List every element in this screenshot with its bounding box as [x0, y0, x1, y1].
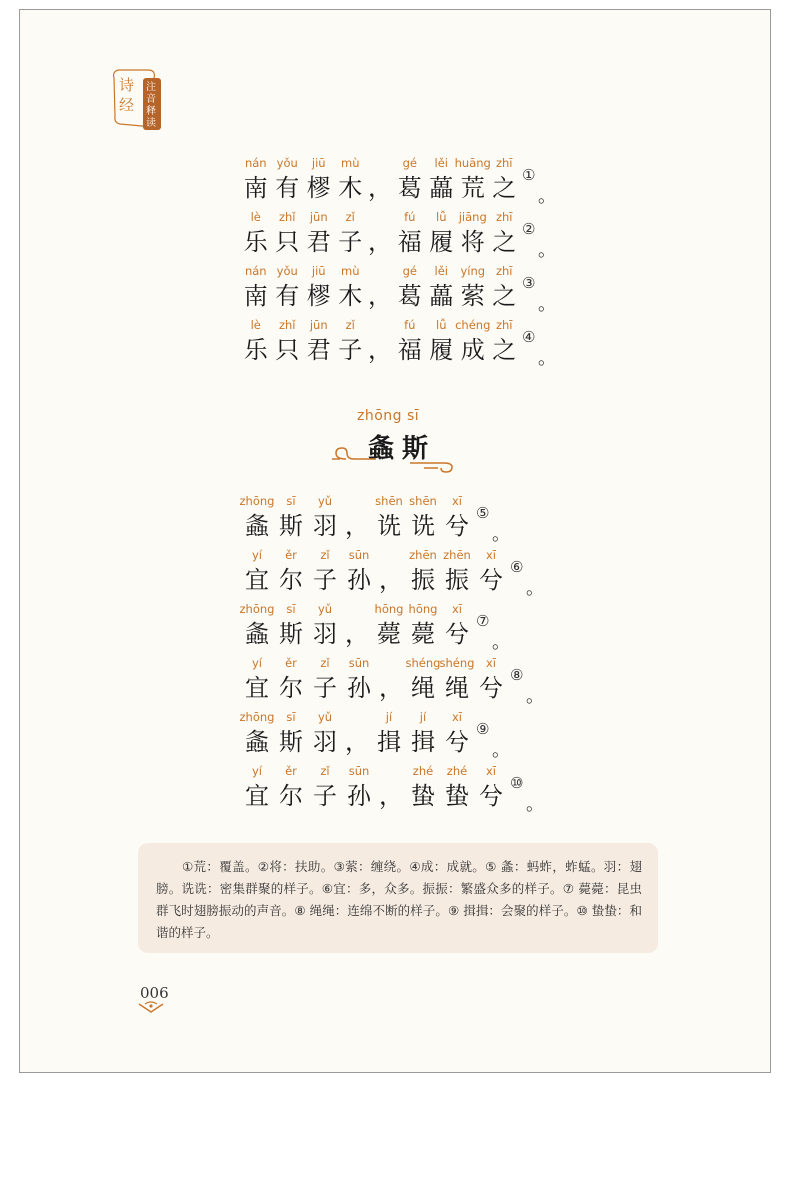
pinyin: lěi	[434, 264, 448, 278]
pinyin: zǐ	[320, 656, 330, 670]
pinyin: ěr	[285, 764, 297, 778]
hanzi: 孙	[347, 782, 371, 810]
hanzi: 只	[275, 336, 300, 364]
hanzi: 樛	[306, 282, 331, 310]
svg-text:释: 释	[146, 106, 156, 117]
hanzi: 葛	[397, 174, 422, 202]
hanzi: 之	[492, 336, 517, 364]
poem-line	[239, 494, 580, 545]
hanzi: 振	[445, 566, 469, 594]
page-number: 006	[140, 984, 169, 1002]
hanzi: 蛰	[445, 782, 469, 810]
pinyin: zhōng	[239, 494, 275, 508]
pinyin: lěi	[434, 156, 448, 170]
poem-line	[239, 710, 580, 761]
hanzi: 兮	[479, 782, 503, 810]
pinyin: sī	[286, 710, 296, 724]
hanzi: 宜	[245, 674, 269, 702]
pinyin: jí	[385, 710, 393, 724]
period: 。	[538, 294, 556, 315]
comma: ，	[379, 566, 403, 594]
note-marker: ⑨	[476, 720, 490, 738]
hanzi: 斯	[279, 728, 303, 756]
pinyin: zhé	[446, 764, 468, 778]
annotations-text: ①荒：覆盖。②将：扶助。③萦：缠绕。④成：成就。⑤ 螽：蚂蚱，蚱蜢。羽：翅膀。诜诜：密集群聚的样子。⑥宜：多，众多。振振：繁盛众多的样子。⑦ 薨薨：昆虫群飞时翅膀振动的声音。⑧ 绳绳：连绵不断的样子。⑨ 揖揖：会聚的样子。⑩ 蛰蛰：和谐的样子。	[156, 859, 642, 940]
pinyin: zhēn	[443, 548, 471, 562]
hanzi: 孙	[347, 566, 371, 594]
svg-text:注: 注	[146, 82, 156, 93]
pinyin: jí	[419, 710, 427, 724]
pinyin: zhī	[495, 156, 513, 170]
hanzi: 子	[338, 336, 363, 364]
comma: ，	[345, 620, 369, 648]
hanzi: 宜	[245, 782, 269, 810]
hanzi: 福	[397, 336, 422, 364]
pinyin: ěr	[285, 548, 297, 562]
section-title: 螽斯	[368, 434, 437, 464]
hanzi: 荒	[460, 174, 485, 202]
pinyin: sī	[286, 494, 296, 508]
pinyin: yíng	[460, 264, 486, 278]
note-marker: ⑤	[476, 504, 490, 522]
hanzi: 之	[492, 282, 517, 310]
pinyin: jiū	[311, 156, 326, 170]
logo-main-2: 经	[119, 96, 135, 114]
pinyin: xī	[485, 656, 497, 670]
pinyin: jiū	[311, 264, 326, 278]
hanzi: 薨	[411, 620, 435, 648]
note-marker: ⑥	[510, 558, 524, 576]
hanzi: 南	[243, 174, 268, 202]
period: 。	[538, 186, 556, 207]
comma: ，	[368, 336, 392, 364]
pinyin: xī	[485, 764, 497, 778]
pinyin: mù	[341, 264, 360, 278]
comma: ，	[345, 512, 369, 540]
pinyin: nán	[244, 156, 267, 170]
comma: ，	[345, 728, 369, 756]
hanzi: 绳	[411, 674, 435, 702]
period: 。	[538, 348, 556, 369]
hanzi: 兮	[479, 674, 503, 702]
section-title-pinyin: zhōng sī	[357, 408, 420, 424]
hanzi: 君	[306, 336, 331, 364]
pinyin: chéng	[455, 318, 491, 332]
pinyin: yǔ	[317, 494, 333, 508]
hanzi: 尔	[279, 566, 303, 594]
pinyin: zhōng	[239, 710, 275, 724]
pinyin: zǐ	[320, 548, 330, 562]
pinyin: shéng	[405, 656, 441, 670]
note-marker: ⑩	[510, 774, 524, 792]
hanzi: 螽	[245, 728, 269, 756]
pinyin: fú	[404, 318, 416, 332]
pinyin: lǚ	[436, 210, 447, 224]
hanzi: 履	[429, 336, 454, 364]
poem-line	[240, 156, 580, 207]
hanzi: 兮	[479, 566, 503, 594]
hanzi: 薨	[377, 620, 401, 648]
hanzi: 将	[460, 228, 485, 256]
hanzi: 子	[313, 782, 337, 810]
hanzi: 振	[411, 566, 435, 594]
poem-line	[240, 548, 580, 599]
hanzi: 履	[429, 228, 454, 256]
svg-text:音: 音	[146, 94, 156, 105]
page-number-ornament-icon	[138, 1000, 164, 1014]
hanzi: 诜	[377, 512, 401, 540]
hanzi: 乐	[243, 228, 268, 256]
poem-line	[240, 318, 580, 369]
hanzi: 成	[460, 336, 485, 364]
poem-line	[240, 264, 580, 315]
pinyin: yí	[251, 548, 263, 562]
pinyin: zǐ	[320, 764, 330, 778]
hanzi: 揖	[411, 728, 435, 756]
hanzi: 子	[313, 674, 337, 702]
pinyin: yí	[251, 656, 263, 670]
pinyin: zǐ	[345, 318, 355, 332]
hanzi: 樛	[306, 174, 331, 202]
pinyin: huāng	[454, 156, 491, 170]
hanzi: 羽	[313, 728, 337, 756]
pinyin: zhōng	[239, 602, 275, 616]
poem-line	[240, 656, 580, 707]
pinyin: hōng	[408, 602, 438, 616]
hanzi: 有	[275, 174, 300, 202]
pinyin: zhī	[495, 210, 513, 224]
hanzi: 羽	[313, 512, 337, 540]
comma: ，	[379, 674, 403, 702]
pinyin: hōng	[374, 602, 404, 616]
hanzi: 乐	[243, 336, 268, 364]
pinyin: sūn	[348, 656, 370, 670]
poem-line	[239, 602, 580, 653]
hanzi: 福	[397, 228, 422, 256]
pinyin: sī	[286, 602, 296, 616]
pinyin: yǒu	[276, 156, 298, 170]
pinyin: zhǐ	[278, 210, 296, 224]
pinyin: xī	[451, 710, 463, 724]
period: 。	[492, 740, 510, 761]
pinyin: sūn	[348, 548, 370, 562]
pinyin: yǔ	[317, 602, 333, 616]
pinyin: mù	[341, 156, 360, 170]
pinyin: zhī	[495, 318, 513, 332]
pinyin: ěr	[285, 656, 297, 670]
pinyin: shēn	[409, 494, 437, 508]
pinyin: jiāng	[458, 210, 487, 224]
pinyin: yǒu	[276, 264, 298, 278]
period: 。	[538, 240, 556, 261]
logo-main-1: 诗	[119, 76, 135, 94]
svg-text:读: 读	[146, 118, 156, 129]
pinyin: zǐ	[345, 210, 355, 224]
hanzi: 斯	[279, 512, 303, 540]
poem-line	[240, 764, 580, 815]
pinyin: yí	[251, 764, 263, 778]
pinyin: shéng	[439, 656, 475, 670]
hanzi: 君	[306, 228, 331, 256]
note-marker: ⑦	[476, 612, 490, 630]
hanzi: 之	[492, 174, 517, 202]
hanzi: 子	[338, 228, 363, 256]
hanzi: 只	[275, 228, 300, 256]
pinyin: sūn	[348, 764, 370, 778]
period: 。	[492, 524, 510, 545]
comma: ，	[379, 782, 403, 810]
note-marker: ③	[522, 274, 536, 292]
book-logo	[112, 68, 182, 132]
hanzi: 绳	[445, 674, 469, 702]
hanzi: 兮	[445, 728, 469, 756]
note-marker: ①	[522, 166, 536, 184]
annotations-box	[138, 843, 658, 953]
hanzi: 有	[275, 282, 300, 310]
hanzi: 螽	[245, 512, 269, 540]
pinyin: lè	[250, 318, 261, 332]
hanzi: 之	[492, 228, 517, 256]
pinyin: jūn	[309, 318, 328, 332]
hanzi: 螽	[245, 620, 269, 648]
hanzi: 萦	[460, 282, 485, 310]
pinyin: zhī	[495, 264, 513, 278]
pinyin: xī	[451, 602, 463, 616]
hanzi: 斯	[279, 620, 303, 648]
title-cloud-ornament	[330, 445, 456, 473]
hanzi: 宜	[245, 566, 269, 594]
hanzi: 揖	[377, 728, 401, 756]
hanzi: 诜	[411, 512, 435, 540]
comma: ，	[368, 228, 392, 256]
pinyin: yǔ	[317, 710, 333, 724]
hanzi: 兮	[445, 512, 469, 540]
hanzi: 木	[338, 282, 363, 310]
hanzi: 葛	[397, 282, 422, 310]
hanzi: 兮	[445, 620, 469, 648]
period: 。	[526, 686, 544, 707]
note-marker: ②	[522, 220, 536, 238]
period: 。	[526, 578, 544, 599]
pinyin: lǚ	[436, 318, 447, 332]
hanzi: 子	[313, 566, 337, 594]
poem-line	[240, 210, 580, 261]
pinyin: gé	[402, 156, 417, 170]
period: 。	[492, 632, 510, 653]
pinyin: nán	[244, 264, 267, 278]
pinyin: zhé	[412, 764, 434, 778]
period: 。	[526, 794, 544, 815]
pinyin: gé	[402, 264, 417, 278]
comma: ，	[368, 282, 392, 310]
comma: ，	[368, 174, 392, 202]
pinyin: jūn	[309, 210, 328, 224]
hanzi: 尔	[279, 782, 303, 810]
hanzi: 尔	[279, 674, 303, 702]
note-marker: ④	[522, 328, 536, 346]
pinyin: shēn	[375, 494, 403, 508]
hanzi: 南	[243, 282, 268, 310]
pinyin: zhēn	[409, 548, 437, 562]
hanzi: 孙	[347, 674, 371, 702]
note-marker: ⑧	[510, 666, 524, 684]
pinyin: lè	[250, 210, 261, 224]
hanzi: 藟	[429, 282, 454, 310]
pinyin: zhǐ	[278, 318, 296, 332]
pinyin: xī	[451, 494, 463, 508]
hanzi: 蛰	[411, 782, 435, 810]
pinyin: fú	[404, 210, 416, 224]
pinyin: xī	[485, 548, 497, 562]
hanzi: 羽	[313, 620, 337, 648]
hanzi: 藟	[429, 174, 454, 202]
hanzi: 木	[338, 174, 363, 202]
